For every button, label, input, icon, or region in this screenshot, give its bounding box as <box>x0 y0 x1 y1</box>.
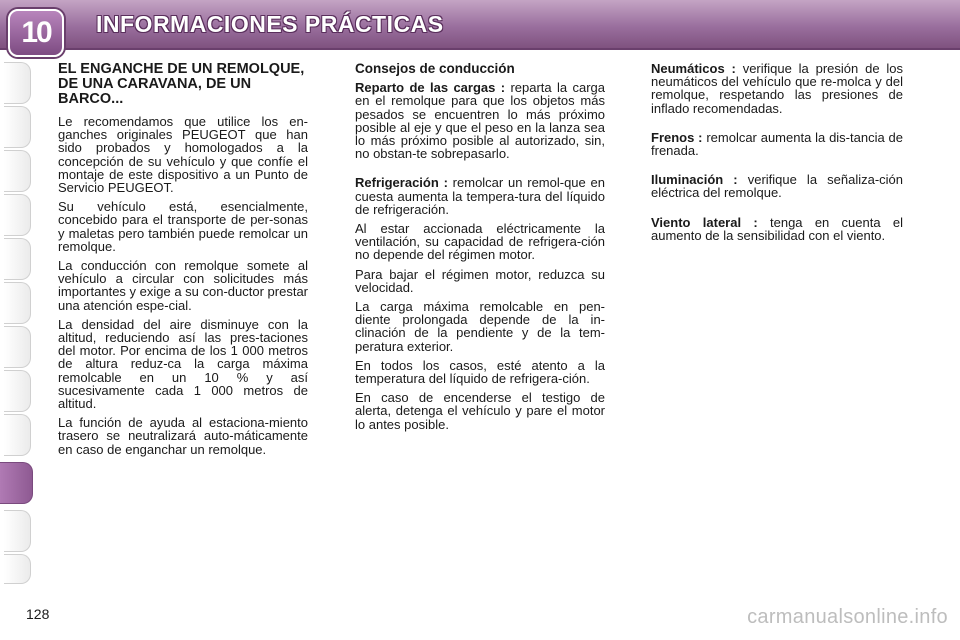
chapter-tab-9[interactable] <box>4 414 31 456</box>
paragraph: La conducción con remolque somete al vehículo a circular con solicitudes más importantes y exige a su con-ductor prestar una atención espe-cial. <box>58 258 309 313</box>
lead-term: Reparto de las cargas : <box>355 80 506 96</box>
watermark-text: carmanualsonline.info <box>747 606 948 628</box>
paragraph: En caso de encenderse el testigo de alerta, detenga el vehículo y pare el motor lo antes posible. <box>355 390 605 432</box>
paragraph: Le recomendamos que utilice los en-ganches originales PEUGEOT que han sido probados y homologados a la concepción de su vehículo y que confíe el montaje de este dispositivo a un Punto de Servicio PEUGEOT. <box>58 114 308 196</box>
subsection-title: Consejos de conducción <box>355 61 515 76</box>
chapter-tab-4[interactable] <box>4 194 31 236</box>
paragraph-text: verifique la presión de los neumáticos del vehículo que re-molca y del remolque, respetando las presiones de inflado recomendadas. <box>651 61 903 116</box>
chapter-side-tabs <box>0 62 34 582</box>
paragraph: Al estar accionada eléctricamente la ventilación, su capacidad de refrigera-ción no depende del régimen motor. <box>355 221 605 263</box>
paragraph-crosswind <box>651 216 903 242</box>
column-driving-advice <box>355 62 605 437</box>
paragraph-brakes <box>651 131 903 157</box>
paragraph-text: verifique la señaliza-ción eléctrica del remolque. <box>651 172 903 201</box>
page-number: 128 <box>26 606 50 622</box>
paragraph-lighting <box>651 173 903 199</box>
header-divider <box>0 48 960 50</box>
paragraph-text: remolcar aumenta la dis-tancia de frenada. <box>651 129 903 159</box>
lead-term: Viento lateral : <box>651 214 758 230</box>
paragraph-load-distribution <box>355 81 605 160</box>
paragraph-tyres <box>651 62 903 115</box>
column-checks <box>651 62 903 248</box>
lead-term: Iluminación : <box>651 172 738 188</box>
paragraph: La función de ayuda al estaciona-miento trasero se neutralizará auto-máticamente en caso de enganchar un remolque. <box>58 415 308 457</box>
chapter-tab-2[interactable] <box>4 106 31 148</box>
column-towing-intro <box>58 62 308 462</box>
section-title: EL ENGANCHE DE UN REMOLQUE, DE UNA CARAVANA, DE UN BARCO... <box>58 61 305 107</box>
paragraph-text: tenga en cuenta el aumento de la sensibilidad con el viento. <box>651 214 904 243</box>
paragraph: Su vehículo está, esencialmente, concebido para el transporte de per-sonas y maletas pero también puede remolcar un remolque. <box>58 199 308 254</box>
chapter-number-badge: 10 <box>8 9 64 57</box>
chapter-tab-1[interactable] <box>4 62 31 104</box>
chapter-tab-8[interactable] <box>4 370 31 412</box>
paragraph-text: reparta la carga en el remolque para que los objetos más pesados se encuentren lo más próximo posible al eje y que el peso en la lanza sea lo más próximo posible al autorizado, sin, no obstan-te sobrepasarlo. <box>355 80 605 162</box>
chapter-tab-3[interactable] <box>4 150 31 192</box>
paragraph: En todos los casos, esté atento a la temperatura del líquido de refrigera-ción. <box>355 357 605 387</box>
paragraph: La densidad del aire disminuye con la altitud, reduciendo así las pres-taciones del motor. Por encima de los 1 000 metros de altura reduz-ca la carga máxima remolcable en un 10 % y así sucesivamente cada 1 000 metros de altitud. <box>58 316 308 412</box>
paragraph: Para bajar el régimen motor, reduzca su velocidad. <box>355 266 605 295</box>
paragraph-text: remolcar un remol-que en cuesta aumenta la tempera-tura del líquido de refrigeración. <box>355 175 605 217</box>
paragraph: La carga máxima remolcable en pen-diente prolongada depende de la in-clinación de la pendiente y de la tem-peratura exterior. <box>355 299 605 354</box>
chapter-tab-10-active[interactable] <box>0 462 33 504</box>
chapter-tab-11[interactable] <box>4 510 31 552</box>
paragraph-cooling <box>355 176 605 216</box>
chapter-tab-5[interactable] <box>4 238 31 280</box>
chapter-title: INFORMACIONES PRÁCTICAS <box>96 11 444 37</box>
chapter-tab-7[interactable] <box>4 326 31 368</box>
chapter-tab-12[interactable] <box>4 554 31 584</box>
lead-term: Frenos : <box>651 129 703 145</box>
chapter-tab-6[interactable] <box>4 282 31 324</box>
lead-term: Refrigeración : <box>355 175 448 191</box>
lead-term: Neumáticos : <box>651 61 736 76</box>
